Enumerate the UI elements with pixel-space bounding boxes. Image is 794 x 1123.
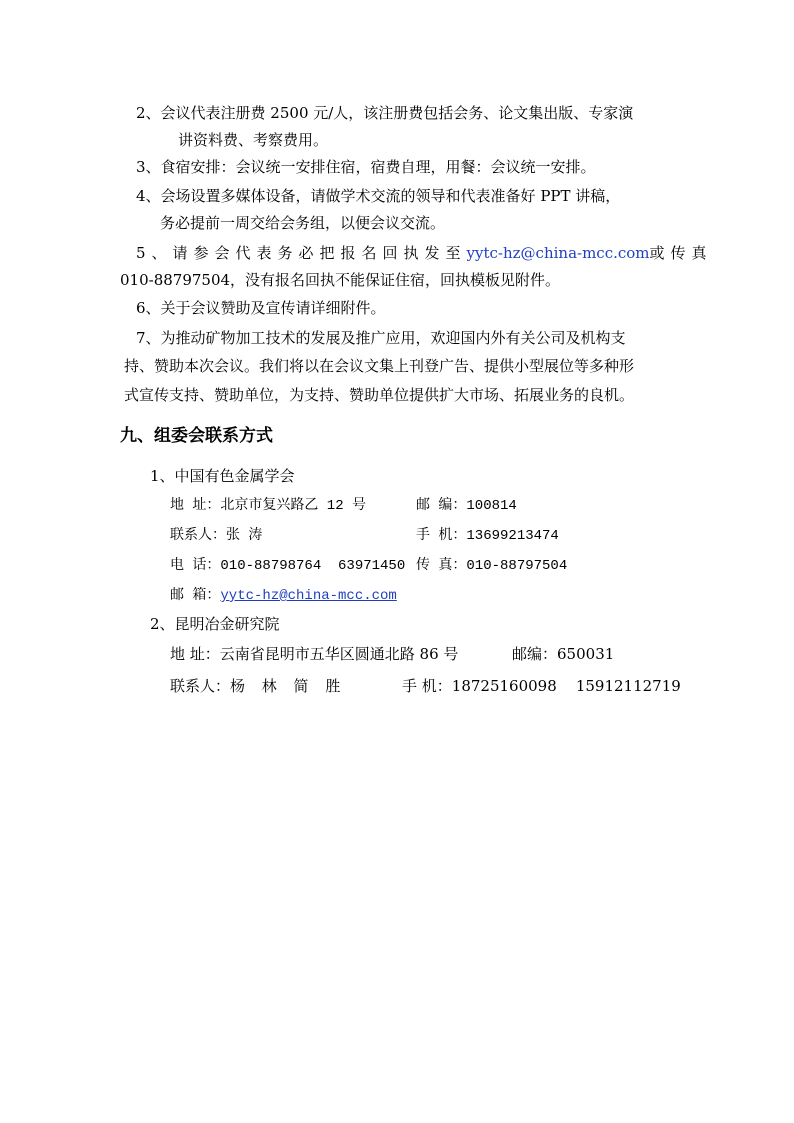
org1-email-row (170, 586, 397, 606)
org2-contact-row (170, 676, 346, 696)
org1-mobile-label: 手 机： (416, 528, 467, 544)
org1-email-link[interactable]: yytc-hz@china-mcc.com (220, 588, 397, 604)
org1-fax: 010-88797504 (466, 558, 568, 574)
note-5-line-1 (136, 243, 713, 263)
org1-address-row (170, 496, 366, 516)
note-5-email-link[interactable]: yytc-hz@china-mcc.com (466, 244, 650, 262)
org1-address-label: 地 址： (170, 498, 221, 514)
note-4-line-2: 务必提前一周交给会务组，以便会议交流。 (160, 214, 446, 232)
org2-postcode-label: 邮编： (512, 645, 558, 663)
section-title: 九、组委会联系方式 (120, 426, 273, 446)
note-7-line-3: 式宣传支持、赞助单位，为支持、赞助单位提供扩大市场、拓展业务的良机。 (124, 386, 635, 404)
org1-name: 1、中国有色金属学会 (150, 467, 295, 485)
note-7-line-2: 持、赞助本次会议。我们将以在会议文集上刊登广告、提供小型展位等多种形 (124, 357, 635, 375)
note-6: 6、关于会议赞助及宣传请详细附件。 (136, 299, 386, 317)
org1-contact-label: 联系人： (170, 528, 226, 544)
note-4-line-1: 4、会场设置多媒体设备，请做学术交流的领导和代表准备好 PPT 讲稿， (136, 187, 621, 205)
org2-mobile-label: 手 机： (402, 677, 452, 695)
note-2-line-2: 讲资料费、考察费用。 (178, 131, 329, 149)
org1-email-label: 邮 箱： (170, 588, 221, 604)
org2-contact: 杨 林 简 胜 (230, 677, 347, 695)
org1-phone-label: 电 话： (170, 558, 221, 574)
org2-contact-label: 联系人： (170, 677, 231, 695)
org2-address-row (170, 644, 458, 664)
org1-mobile: 13699213474 (466, 528, 559, 544)
org2-postcode-row (512, 644, 614, 664)
org1-phone-row (170, 556, 405, 576)
org1-fax-row (416, 556, 567, 576)
org1-fax-label: 传 真： (416, 558, 467, 574)
note-7-line-1: 7、为推动矿物加工技术的发展及推广应用，欢迎国内外有关公司及机构支 (136, 329, 626, 347)
org1-mobile-row (416, 526, 559, 546)
note-5-prefix: 5、请参会代表务必把报名回执发至 (136, 244, 467, 262)
org1-postcode-label: 邮 编： (416, 498, 467, 514)
org2-postcode: 650031 (557, 645, 615, 663)
note-3: 3、食宿安排：会议统一安排住宿，宿费自理，用餐：会议统一安排。 (136, 158, 596, 176)
org2-mobile: 18725160098 15912112719 (451, 677, 681, 695)
note-5-line-2: 010-88797504，没有报名回执不能保证住宿，回执模板见附件。 (120, 271, 561, 289)
org1-contact: 张 涛 (226, 528, 263, 544)
note-2-line-1: 2、会议代表注册费 2500 元/人，该注册费包括会务、论文集出版、专家演 (136, 104, 634, 122)
org2-address-label: 地 址： (170, 645, 220, 663)
org2-mobile-row (402, 676, 681, 696)
org1-postcode: 100814 (466, 498, 517, 514)
org1-address: 北京市复兴路乙 12 号 (220, 498, 367, 514)
org1-contact-row (170, 526, 262, 546)
org2-address: 云南省昆明市五华区圆通北路 86 号 (219, 645, 459, 663)
note-5-suffix: 或传真 (649, 244, 713, 262)
org2-name: 2、昆明冶金研究院 (150, 615, 280, 633)
org1-phone: 010-88798764 63971450 (220, 558, 406, 574)
org1-postcode-row (416, 496, 517, 516)
